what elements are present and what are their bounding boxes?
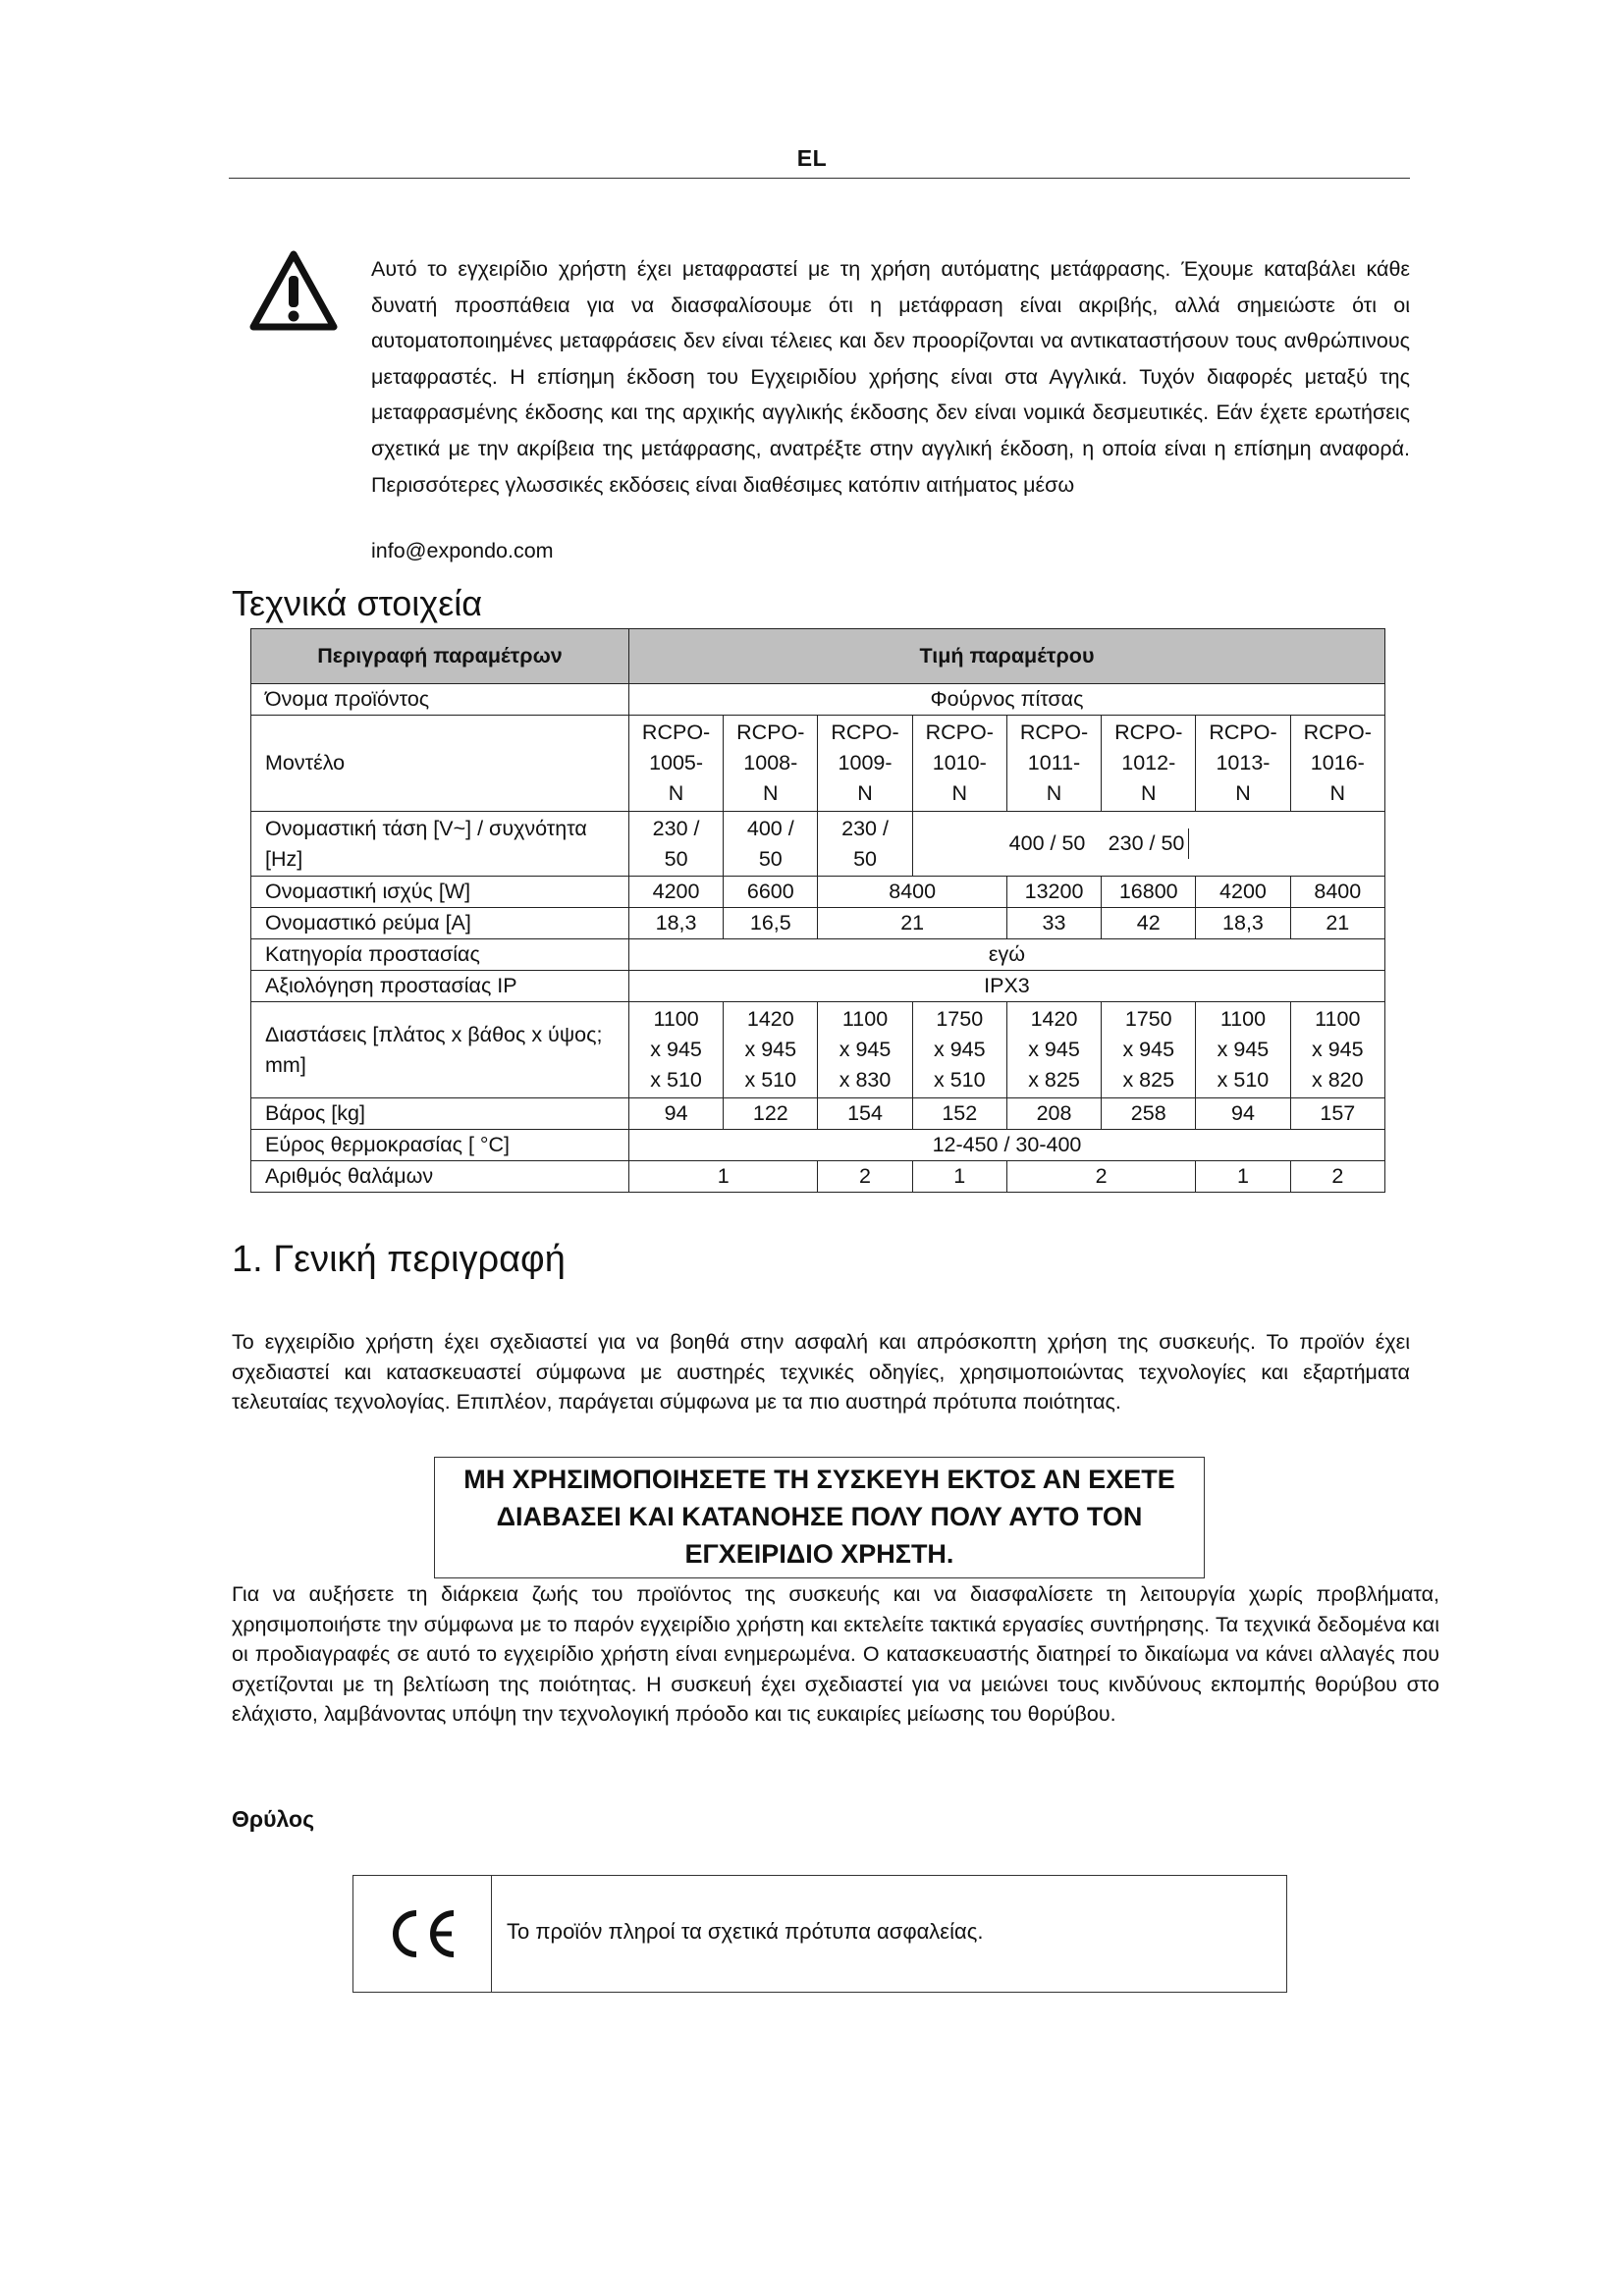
cell-value: 16800: [1102, 877, 1196, 908]
cell-value: [912, 812, 1384, 877]
warning-triangle-icon: [249, 250, 338, 331]
table-row: [251, 812, 1385, 877]
row-label: Ονομαστική ισχύς [W]: [251, 877, 629, 908]
cell-value: Φούρνος πίτσας: [628, 684, 1384, 716]
table-row: [251, 1098, 1385, 1130]
table-row: [251, 1161, 1385, 1193]
cell-value: 1420 x 945 x 825: [1006, 1002, 1101, 1098]
table-row: [251, 1130, 1385, 1161]
cell-value: 4200: [628, 877, 723, 908]
table-row: [251, 716, 1385, 812]
voltage-e: 230 / 50: [1109, 828, 1190, 859]
cell-value: 16,5: [724, 908, 818, 939]
cell-value: εγώ: [628, 939, 1384, 971]
cell-value: 18,3: [628, 908, 723, 939]
row-label: Διαστάσεις [πλάτος x βάθος x ύψος; mm]: [251, 1002, 629, 1098]
col-header-value: Τιμή παραμέτρου: [628, 629, 1384, 684]
cell-value: 258: [1102, 1098, 1196, 1130]
legend-ce-text: Το προϊόν πληροί τα σχετικά πρότυπα ασφαλείας.: [507, 1919, 984, 1944]
row-label: Κατηγορία προστασίας: [251, 939, 629, 971]
translation-notice: Αυτό το εγχειρίδιο χρήστη έχει μεταφραστεί με τη χρήση αυτόματης μετάφρασης. Έχουμε καταβάλει κάθε δυνατή προσπάθεια για να διασφαλίσουμε ότι η μετάφραση είναι ακριβής, αλλά σημειώστε ότι οι αυτοματοποιημένες μεταφράσεις δεν είναι τέλειες και δεν προορίζονται να αντικαταστήσουν τους ανθρώπινους μεταφραστές. Η επίσημη έκδοση του Εγχειριδίου χρήσης είναι στα Αγγλικά. Τυχόν διαφορές μεταξύ της μεταφρασμένης έκδοσης και της αρχικής αγγλικής έκδοσης δεν είναι νομικά δεσμευτικές. Εάν έχετε ερωτήσεις σχετικά με την ακρίβεια της μετάφρασης, ανατρέξτε στην αγγλική έκδοση, η οποία είναι η επίσημη αναφορά. Περισσότερες γλωσσικές εκδόσεις είναι διαθέσιμες κατόπιν αιτήματος μέσω: [371, 257, 1410, 497]
warning-line: ΔΙΑΒΑΣΕΙ ΚΑΙ ΚΑΤΑΝΟΗΣΕ ΠΟΛΥ ΠΟΛΥ ΑΥΤΟ ΤΟΝ: [496, 1502, 1143, 1531]
cell-value: RCPO- 1005- N: [628, 716, 723, 812]
cell-value: IPX3: [628, 971, 1384, 1002]
legend-table: [352, 1875, 1287, 1993]
legend-title: Θρύλος: [232, 1806, 315, 1832]
cell-value: 18,3: [1196, 908, 1290, 939]
row-label: Αριθμός θαλάμων: [251, 1161, 629, 1193]
cell-value: 208: [1006, 1098, 1101, 1130]
table-row: [251, 939, 1385, 971]
language-code: EL: [796, 145, 828, 171]
table-row: [251, 684, 1385, 716]
cell-value: 1100 x 945 x 510: [628, 1002, 723, 1098]
cell-value: 21: [818, 908, 1006, 939]
maintenance-paragraph: Για να αυξήσετε τη διάρκεια ζωής του προϊόντος της συσκευής και να διασφαλίσετε τη λειτουργία χωρίς προβλήματα, χρησιμοποιήστε την σύμφωνα με το παρόν εγχειρίδιο χρήστη και εκτελείτε τακτικά εργασίες συντήρησης. Τα τεχνικά δεδομένα και οι προδιαγραφές σε αυτό το εγχειρίδιο χρήστη είναι ενημερωμένα. Ο κατασκευαστής διατηρεί το δικαίωμα να κάνει αλλαγές που σχετίζονται με τη βελτίωση της ποιότητας. Η συσκευή έχει σχεδιαστεί για να μειώνει τους κινδύνους εκπομπής θορύβου στο ελάχιστο, λαμβάνοντας υπόψη την τεχνολογική πρόοδο και τις ευκαιρίες μείωσης του θορύβου.: [232, 1582, 1439, 1727]
row-label: Ονομαστική τάση [V~] / συχνότητα [Hz]: [251, 812, 629, 877]
table-row: [251, 908, 1385, 939]
ce-mark-icon: [387, 1907, 460, 1960]
cell-value: RCPO- 1009- N: [818, 716, 912, 812]
cell-value: 400 / 50: [724, 812, 818, 877]
warning-line: ΕΓΧΕΙΡΙΔΙΟ ΧΡΗΣΤΗ.: [684, 1539, 954, 1569]
table-row: [251, 1002, 1385, 1098]
table-header-row: [251, 629, 1385, 684]
row-label: Αξιολόγηση προστασίας IP: [251, 971, 629, 1002]
cell-value: RCPO- 1008- N: [724, 716, 818, 812]
cell-value: 1: [628, 1161, 817, 1193]
cell-value: 1750 x 945 x 825: [1102, 1002, 1196, 1098]
cell-value: 157: [1290, 1098, 1384, 1130]
cell-value: 2: [818, 1161, 912, 1193]
warning-line: ΜΗ ΧΡΗΣΙΜΟΠΟΙΗΣΕΤΕ ΤΗ ΣΥΣΚΕΥΗ ΕΚΤΟΣ ΑΝ ΕΧΕΤΕ: [463, 1465, 1175, 1494]
cell-value: 8400: [1290, 877, 1384, 908]
cell-value: RCPO- 1013- N: [1196, 716, 1290, 812]
cell-value: 12-450 / 30-400: [628, 1130, 1384, 1161]
row-label: Βάρος [kg]: [251, 1098, 629, 1130]
header-rule: [229, 178, 1410, 179]
row-label: Μοντέλο: [251, 716, 629, 812]
cell-value: 1420 x 945 x 510: [724, 1002, 818, 1098]
general-description-paragraph: Το εγχειρίδιο χρήστη έχει σχεδιαστεί για να βοηθά στην ασφαλή και απρόσκοπτη χρήση της συσκευής. Το προϊόν έχει σχεδιαστεί και κατασκευαστεί σύμφωνα με αυστηρές τεχνικές οδηγίες, χρησιμοποιώντας τεχνολογίες και εξαρτήματα τελευταίας τεχνολογίας. Επιπλέον, παράγεται σύμφωνα με τα πιο αυστηρά πρότυπα ποιότητας.: [232, 1330, 1410, 1415]
cell-value: 2: [1290, 1161, 1384, 1193]
cell-value: 94: [628, 1098, 723, 1130]
cell-value: 1100 x 945 x 820: [1290, 1002, 1384, 1098]
cell-value: RCPO- 1010- N: [912, 716, 1006, 812]
section-general-description-title: 1. Γενική περιγραφή: [232, 1239, 566, 1280]
cell-value: 1: [1196, 1161, 1290, 1193]
cell-value: RCPO- 1016- N: [1290, 716, 1384, 812]
cell-value: 1100 x 945 x 510: [1196, 1002, 1290, 1098]
cell-value: 42: [1102, 908, 1196, 939]
table-row: [251, 877, 1385, 908]
cell-value: 8400: [818, 877, 1006, 908]
cell-value: 230 / 50: [818, 812, 912, 877]
technical-data-table: [250, 628, 1385, 1193]
cell-value: 21: [1290, 908, 1384, 939]
cell-value: 4200: [1196, 877, 1290, 908]
row-label: Εύρος θερμοκρασίας [ °C]: [251, 1130, 629, 1161]
col-header-param: Περιγραφή παραμέτρων: [251, 629, 629, 684]
cell-value: 6600: [724, 877, 818, 908]
row-label: Ονομαστικό ρεύμα [A]: [251, 908, 629, 939]
cell-value: 1: [912, 1161, 1006, 1193]
voltage-d: 400 / 50: [1008, 831, 1086, 855]
cell-value: 94: [1196, 1098, 1290, 1130]
cell-value: 1750 x 945 x 510: [912, 1002, 1006, 1098]
cell-value: 230 / 50: [628, 812, 723, 877]
cell-value: 13200: [1006, 877, 1101, 908]
cell-value: RCPO- 1011- N: [1006, 716, 1101, 812]
contact-email: info@expondo.com: [371, 539, 554, 562]
cell-value: RCPO- 1012- N: [1102, 716, 1196, 812]
technical-data-title: Τεχνικά στοιχεία: [232, 583, 483, 623]
read-manual-warning-box: [434, 1457, 1205, 1578]
row-label: Όνομα προϊόντος: [251, 684, 629, 716]
cell-value: 122: [724, 1098, 818, 1130]
table-row: [251, 971, 1385, 1002]
cell-value: 2: [1006, 1161, 1195, 1193]
cell-value: 154: [818, 1098, 912, 1130]
cell-value: 33: [1006, 908, 1101, 939]
cell-value: 152: [912, 1098, 1006, 1130]
legend-divider: [491, 1876, 492, 1992]
cell-value: 1100 x 945 x 830: [818, 1002, 912, 1098]
